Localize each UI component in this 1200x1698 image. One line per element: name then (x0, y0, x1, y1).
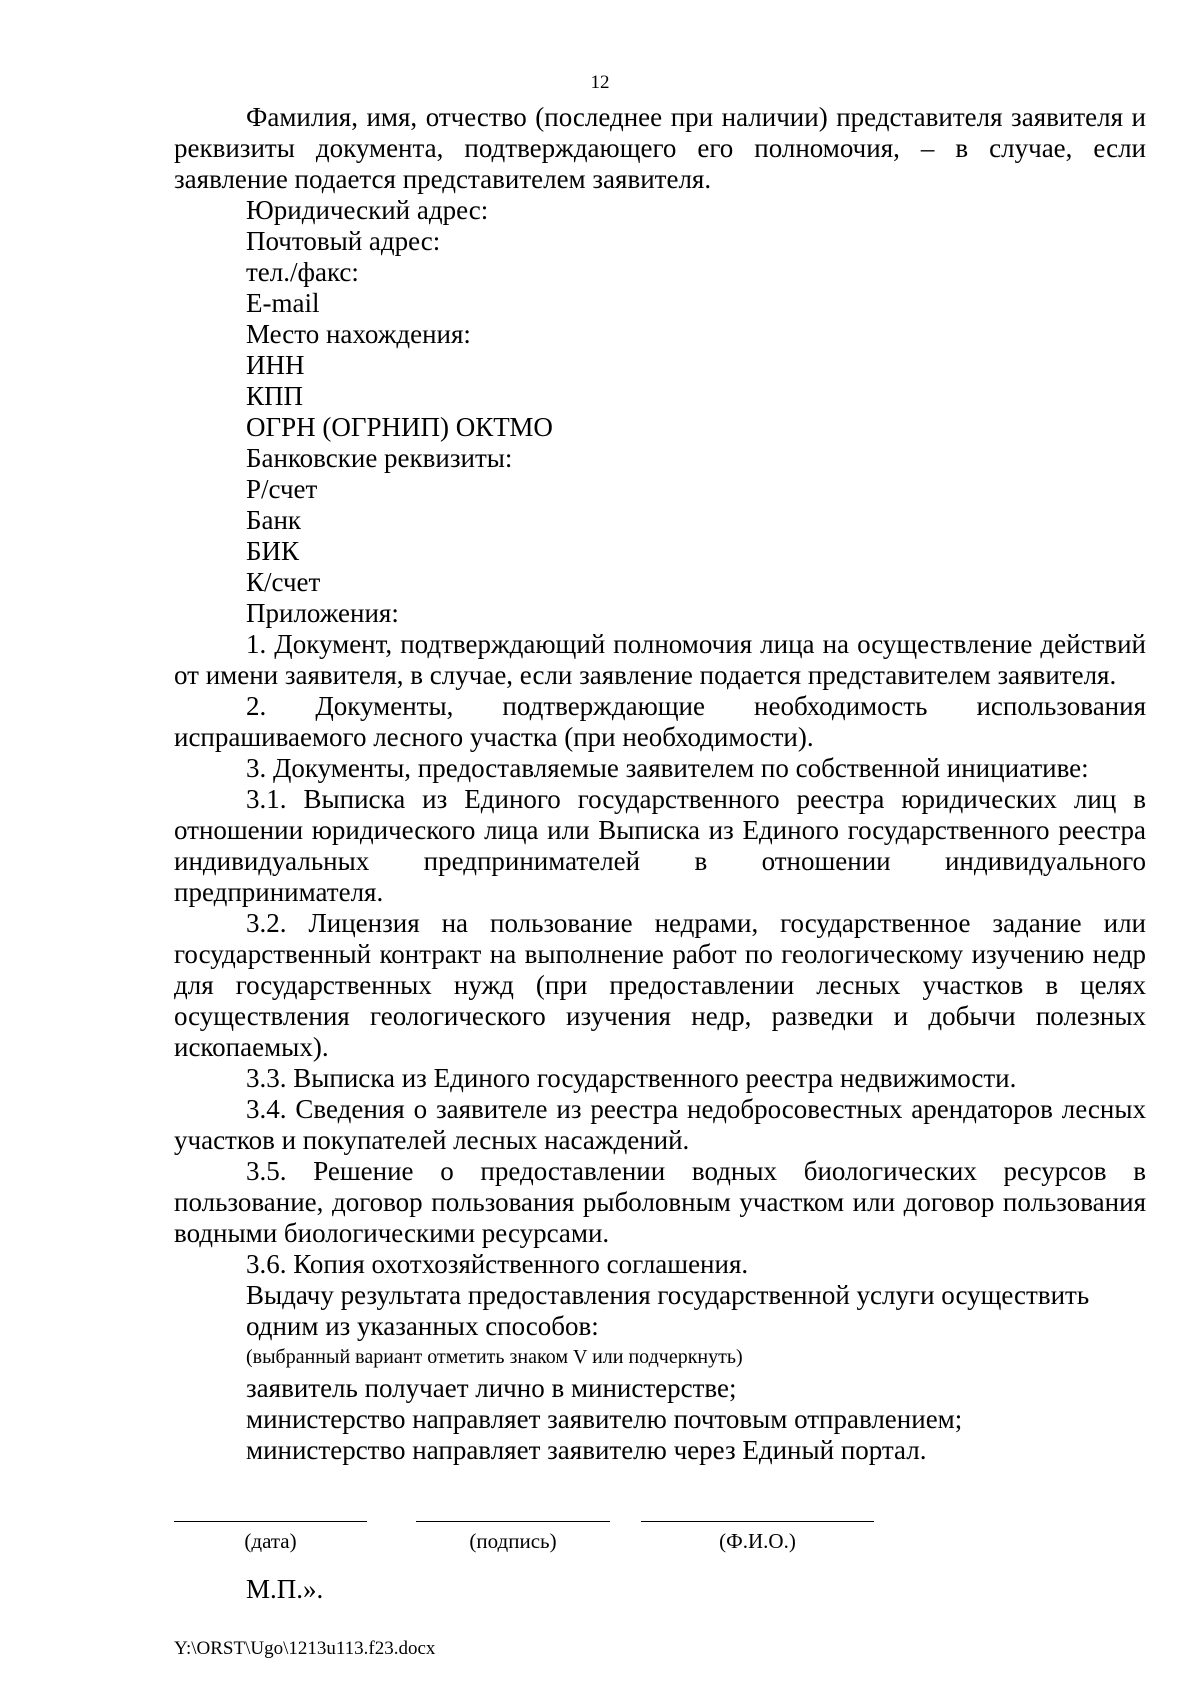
requisite-postal-address: Почтовый адрес: (246, 226, 441, 256)
attachments-heading: Приложения: (246, 598, 399, 628)
intro-paragraph: Фамилия, имя, отчество (последнее при наличии) представителя заявителя и реквизиты документа, подтверждающего его полномочия, – в случае, если заявление подается представителем заявителя. (174, 102, 1146, 194)
requisite-bank-details: Банковские реквизиты: (246, 443, 513, 473)
requisite-account: Р/счет (246, 474, 318, 504)
date-label: (дата) (244, 1529, 297, 1553)
requisites-list (174, 195, 1146, 629)
requisite-email: E-mail (246, 288, 320, 318)
delivery-option: заявитель получает лично в министерстве; (246, 1373, 737, 1403)
requisite-phone-fax: тел./факс: (246, 257, 359, 287)
name-label: (Ф.И.О.) (719, 1529, 796, 1553)
signature-label: (подпись) (469, 1529, 557, 1553)
attachment-item: 3.1. Выписка из Единого государственного реестра юридических лиц в отношении юридического лица или Выписка из Единого государственного реестра индивидуальных предпринимателей в отношении индивидуального предпринимателя. (174, 784, 1146, 907)
delivery-section (174, 1280, 1146, 1466)
attachments-list (174, 629, 1146, 1280)
requisite-ogrn-oktmo: ОГРН (ОГРНИП) ОКТМО (246, 412, 553, 442)
delivery-note: (выбранный вариант отметить знаком V или подчеркнуть) (246, 1346, 743, 1368)
footer-file-path: Y:\ORST\Ugo\1213u113.f23.docx (174, 1638, 436, 1659)
attachment-item: 3.5. Решение о предоставлении водных биологических ресурсов в пользование, договор пользования рыболовным участком или договор пользования водными биологическими ресурсами. (174, 1156, 1146, 1248)
requisite-inn: ИНН (246, 350, 305, 380)
delivery-line-2: одним из указанных способов: (246, 1311, 599, 1341)
attachment-item: 3.3. Выписка из Единого государственного реестра недвижимости. (246, 1063, 1017, 1093)
attachment-item: 1. Документ, подтверждающий полномочия лица на осуществление действий от имени заявителя, в случае, если заявление подается представителем заявителя. (174, 629, 1146, 690)
requisite-location: Место нахождения: (246, 319, 471, 349)
attachment-item: 3.2. Лицензия на пользование недрами, государственное задание или государственный контракт на выполнение работ по геологическому изучению недр для государственных нужд (при предоставлении лесных участков в целях осуществления геологического изучения недр, разведки и добычи полезных ископаемых). (174, 908, 1146, 1062)
attachment-item: 3.4. Сведения о заявителе из реестра недобросовестных арендаторов лесных участков и покупателей лесных насаждений. (174, 1094, 1146, 1155)
delivery-option: министерство направляет заявителю через Единый портал. (246, 1435, 927, 1465)
page-number: 12 (590, 72, 610, 93)
attachment-item: 3.6. Копия охотхозяйственного соглашения. (246, 1249, 749, 1279)
attachment-item: 2. Документы, подтверждающие необходимость использования испрашиваемого лесного участка (при необходимости). (174, 691, 1146, 752)
date-line (174, 1521, 367, 1522)
document-body (174, 102, 1146, 1466)
requisite-bik: БИК (246, 536, 300, 566)
name-line (641, 1521, 874, 1522)
requisite-bank: Банк (246, 505, 302, 535)
attachment-item: 3. Документы, предоставляемые заявителем по собственной инициативе: (246, 753, 1089, 783)
delivery-option: министерство направляет заявителю почтовым отправлением; (246, 1404, 963, 1434)
signature-line (416, 1521, 610, 1522)
stamp-label: М.П.». (246, 1574, 324, 1604)
requisite-corr-account: К/счет (246, 567, 321, 597)
requisite-kpp: КПП (246, 381, 304, 411)
delivery-line-1: Выдачу результата предоставления государственной услуги осуществить (246, 1280, 1090, 1310)
requisite-legal-address: Юридический адрес: (246, 195, 489, 225)
